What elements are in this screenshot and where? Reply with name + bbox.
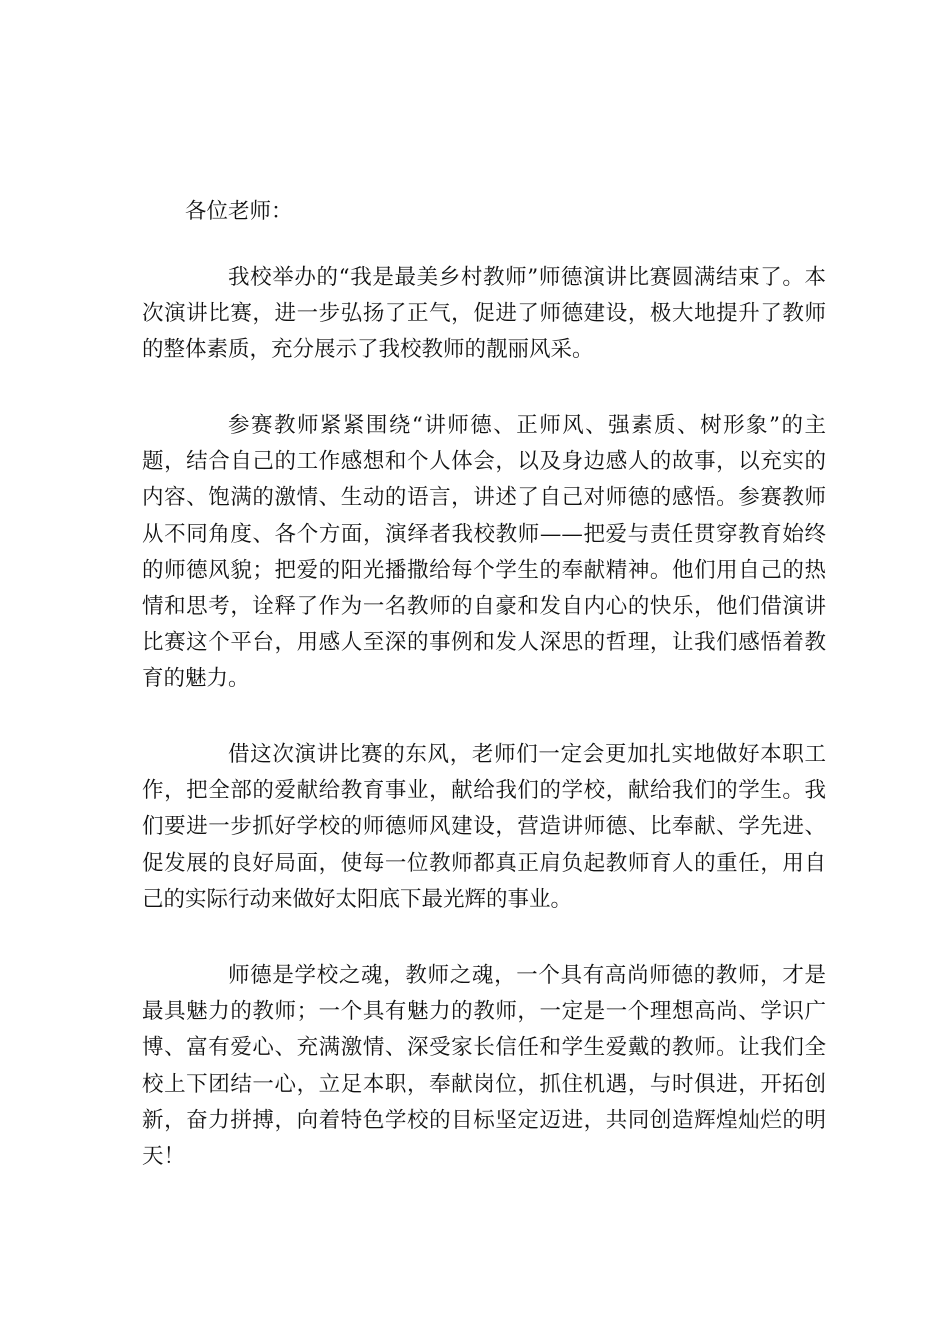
paragraph-2: 参赛教师紧紧围绕“讲师德、正师风、强素质、树形象”的主题，结合自己的工作感想和个人体会，以及身边感人的故事，以充实的内容、饱满的激情、生动的语言，讲述了自己对师德的感悟。参赛教师从不同角度、各个方面，演绎者我校教师——把爱与责任贯穿教育始终的师德风貌；把爱的阳光播撒给每个学生的奉献精神。他们用自己的热情和思考，诠释了作为一名教师的自豪和发自内心的快乐，他们借演讲比赛这个平台，用感人至深的事例和发人深思的哲理，让我们感悟着教育的魅力。: [142, 413, 826, 692]
salutation: 各位老师：: [185, 199, 293, 224]
paragraph-1: 我校举办的“我是最美乡村教师”师德演讲比赛圆满结束了。本次演讲比赛，进一步弘扬了正气，促进了师德建设，极大地提升了教师的整体素质，充分展示了我校教师的靓丽风采。: [142, 265, 826, 363]
paragraph-4: 师德是学校之魂，教师之魂，一个具有高尚师德的教师，才是最具魅力的教师；一个具有魅力的教师，一定是一个理想高尚、学识广博、富有爱心、充满激情、深受家长信任和学生爱戴的教师。让我们全校上下团结一心，立足本职，奉献岗位，抓住机遇，与时俱进，开拓创新，奋力拼搏，向着特色学校的目标坚定迈进，共同创造辉煌灿烂的明天！: [142, 963, 826, 1170]
document-page: [142, 0, 830, 1344]
paragraph-3: 借这次演讲比赛的东风，老师们一定会更加扎实地做好本职工作，把全部的爱献给教育事业，献给我们的学校，献给我们的学生。我们要进一步抓好学校的师德师风建设，营造讲师德、比奉献、学先进、促发展的良好局面，使每一位教师都真正肩负起教师育人的重任，用自己的实际行动来做好太阳底下最光辉的事业。: [142, 742, 826, 912]
